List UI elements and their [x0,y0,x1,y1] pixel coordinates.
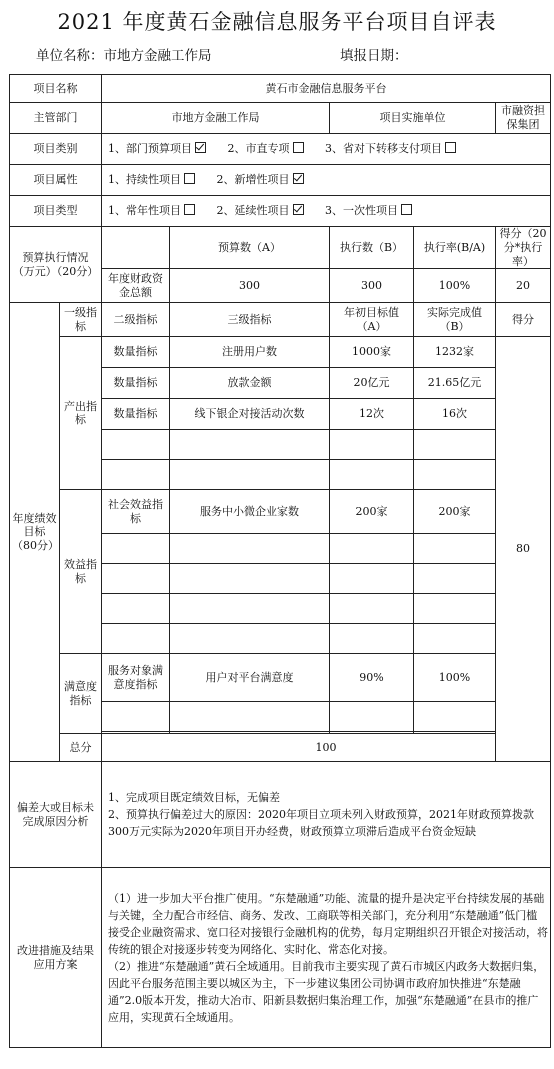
row-budget-header [10,227,551,269]
budget-header: 预算数（A） [170,227,330,269]
checkbox-empty-icon[interactable] [445,142,456,153]
deviation-line: 2、预算执行偏差过大的原因：2020年项目立项未列入财政预算，2021年财政预算拨款300万元实际为2020年项目开办经费，财政预算立项滞后造成平台资金短缺 [108,808,534,839]
actual-cell: 16次 [414,399,496,430]
impl-label: 项目实施单位 [330,103,496,134]
l3-cell: 放款金额 [170,368,330,399]
checkbox-checked-icon[interactable] [293,173,304,184]
row-project-name [10,75,551,103]
total-value: 100 [102,734,551,762]
improve-paragraph: （1）进一步加大平台推广使用。“东楚融通”功能、流量的提升是决定平台持续发展的基础与关键，全力配合市经信、商务、发改、工商联等相关部门，充分利用“东楚融通”低门槛接受企业融资需求、宽口径对接银行金融机构的优势，每月定期组织召开银企对接活动，将传统的银企对接逐步转变为网络化、实时化、常态化对接。 [108,891,548,956]
l2-cell: 服务对象满意度指标 [102,654,170,702]
target-header: 年初目标值（A） [330,303,414,337]
impl-value: 市融资担保集团 [496,103,551,134]
checkbox-empty-icon[interactable] [293,142,304,153]
row-type [10,196,551,227]
checkbox-checked-icon[interactable] [195,142,206,153]
score-header: 得分（20分*执行率） [496,227,551,269]
deviation-text [102,762,551,868]
satisfaction-label: 满意度指标 [60,654,102,734]
budget-label: 预算执行情况（万元）（20分） [10,227,102,303]
actual-header: 实际完成值（B） [414,303,496,337]
target-cell: 200家 [330,490,414,534]
output-label: 产出指标 [60,337,102,490]
budget-score-value: 20 [496,269,551,303]
checkbox-empty-icon[interactable] [184,173,195,184]
total-label: 总分 [60,734,102,762]
rate-value: 100% [414,269,496,303]
checkbox-empty-icon[interactable] [401,204,412,215]
target-cell: 1000家 [330,337,414,368]
deviation-line: 1、完成项目既定绩效目标，无偏差 [108,791,280,805]
l2-header: 二级指标 [102,303,170,337]
table-row [10,654,551,702]
rate-header: 执行率(B/A) [414,227,496,269]
project-name-value: 黄石市金融信息服务平台 [102,75,551,103]
actual-cell: 21.65亿元 [414,368,496,399]
dept-value: 市地方金融工作局 [102,103,330,134]
exec-header: 执行数（B） [330,227,414,269]
improve-label: 改进措施及结果应用方案 [10,868,102,1048]
perf-score-header: 得分 [496,303,551,337]
row-category [10,134,551,165]
row-deviation [10,762,551,868]
row-total [10,734,551,762]
actual-cell: 200家 [414,490,496,534]
page-title: 2021 年度黄石金融信息服务平台项目自评表 [57,10,497,34]
category-options: 1、部门预算项目 2、市直专项 3、省对下转移支付项目 [102,134,551,165]
fill-date: 填报日期： [340,48,408,64]
l2-cell: 社会效益指标 [102,490,170,534]
l3-cell: 注册用户数 [170,337,330,368]
row-perf-header [10,303,551,337]
perf-label: 年度绩效目标（80分） [10,303,60,762]
evaluation-table [9,74,550,1048]
target-cell: 12次 [330,399,414,430]
dept-label: 主管部门 [10,103,102,134]
benefit-label: 效益指标 [60,490,102,654]
deviation-label: 偏差大或目标未完成原因分析 [10,762,102,868]
l3-cell: 线下银企对接活动次数 [170,399,330,430]
type-label: 项目类型 [10,196,102,227]
row-attr [10,165,551,196]
type-options: 1、常年性项目 2、延续性项目 3、一次性项目 [102,196,551,227]
row-improve [10,868,551,1048]
perf-score-value: 80 [496,337,551,762]
checkbox-empty-icon[interactable] [184,204,195,215]
target-cell: 90% [330,654,414,702]
exec-value: 300 [330,269,414,303]
improve-paragraph: （2）推进“东楚融通”黄石全域通用。目前我市主要实现了黄石市城区内政务大数据归集，因此平台服务范围主要以城区为主，下一步建议集团公司协调市政府加快推进“东楚融通”2.0版本开发，推动大冶市、阳新县数据归集治理工作，加强“东楚融通”在县市的推广应用，实现黄石全域通用。 [108,959,545,1024]
actual-cell: 100% [414,654,496,702]
improve-text [102,868,551,1048]
target-cell: 20亿元 [330,368,414,399]
budget-value: 300 [170,269,330,303]
l2-cell: 数量指标 [102,368,170,399]
attr-label: 项目属性 [10,165,102,196]
l1-header: 一级指标 [60,303,102,337]
row-dept [10,103,551,134]
actual-cell: 1232家 [414,337,496,368]
l2-cell: 数量指标 [102,337,170,368]
l2-cell: 数量指标 [102,399,170,430]
table-row [10,490,551,534]
attr-options: 1、持续性项目 2、新增性项目 [102,165,551,196]
fund-label: 年度财政资金总额 [102,269,170,303]
l3-cell: 用户对平台满意度 [170,654,330,702]
table-row [10,337,551,368]
project-name-label: 项目名称 [10,75,102,103]
category-label: 项目类别 [10,134,102,165]
l3-cell: 服务中小微企业家数 [170,490,330,534]
l3-header: 三级指标 [170,303,330,337]
checkbox-checked-icon[interactable] [293,204,304,215]
unit-name: 单位名称：市地方金融工作局 [36,48,212,64]
